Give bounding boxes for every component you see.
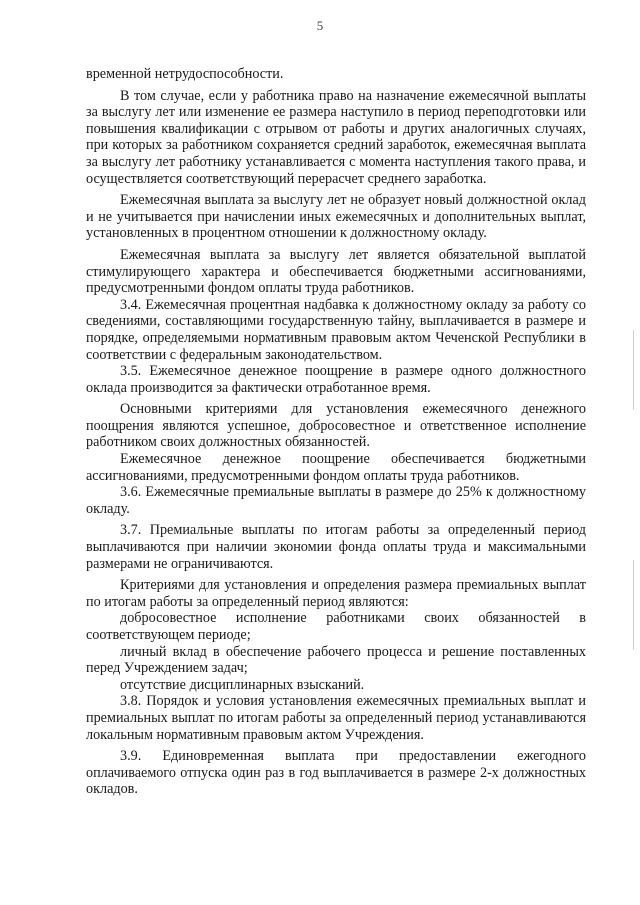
paragraph: 3.8. Порядок и условия установления ежемесячных премиальных выплат и премиальных выплат по итогам работы за определенный период устанавливаются локальным нормативным правовым актом Учреждения. [86,693,586,743]
paragraph: временной нетрудоспособности. [86,66,284,82]
paragraph: Критериями для установления и определения размера премиальных выплат по итогам работы за определенный период являются: [86,577,586,610]
paragraph: отсутствие дисциплинарных взысканий. [120,676,365,693]
paragraph: добросовестное исполнение работниками своих обязанностей в соответствующем периоде; [86,610,586,643]
scan-edge-mark [633,560,634,650]
paragraph: Ежемесячное денежное поощрение обеспечивается бюджетными ассигнованиями, предусмотренными фондом оплаты труда работников. [86,451,586,484]
page-number: 5 [316,18,324,33]
paragraph: Ежемесячная выплата за выслугу лет является обязательной выплатой стимулирующего характера и обеспечивается бюджетными ассигнованиями, предусмотренными фондом оплаты труда работников. [86,246,586,297]
paragraph: В том случае, если у работника право на назначение ежемесячной выплаты за выслугу лет или изменение ее размера наступило в период переподготовки или повышения квалификации с отрывом от работы и других аналогичных случаях, при которых за работником сохраняется средний заработок, ежемесячная выплата за выслугу лет работнику устанавливается с момента наступления такого права, и осуществляется соответствующий перерасчет среднего заработка. [86,87,586,187]
document-body [86,66,586,798]
paragraph: 3.4. Ежемесячная процентная надбавка к должностному окладу за работу со сведениями, составляющими государственную тайну, выплачивается в размере и порядке, определяемыми нормативным правовым актом Чеченской Республики в соответствии с федеральным законодательством. [86,296,586,363]
paragraph: Основными критериями для установления ежемесячного денежного поощрения являются успешное, добросовестное и ответственное исполнение работником своих должностных обязанностей. [86,401,586,451]
paragraph: 3.9. Единовременная выплата при предоставлении ежегодного оплачиваемого отпуска один раз в год выплачивается в размере 2-х должностных окладов. [86,748,586,798]
paragraph: личный вклад в обеспечение рабочего процесса и решение поставленных перед Учреждением задач; [86,643,586,677]
paragraph: Ежемесячная выплата за выслугу лет не образует новый должностной оклад и не учитывается при начислении иных ежемесячных и дополнительных выплат, установленных в процентном отношении к должностному окладу. [86,192,586,242]
paragraph: 3.6. Ежемесячные премиальные выплаты в размере до 25% к должностному окладу. [86,484,586,517]
scan-edge-mark [633,330,634,410]
paragraph: 3.7. Премиальные выплаты по итогам работы за определенный период выплачиваются при наличии экономии фонда оплаты труда и максимальными размерами не ограничиваются. [86,522,586,572]
paragraph: 3.5. Ежемесячное денежное поощрение в размере одного должностного оклада производится за фактически отработанное время. [86,363,586,396]
